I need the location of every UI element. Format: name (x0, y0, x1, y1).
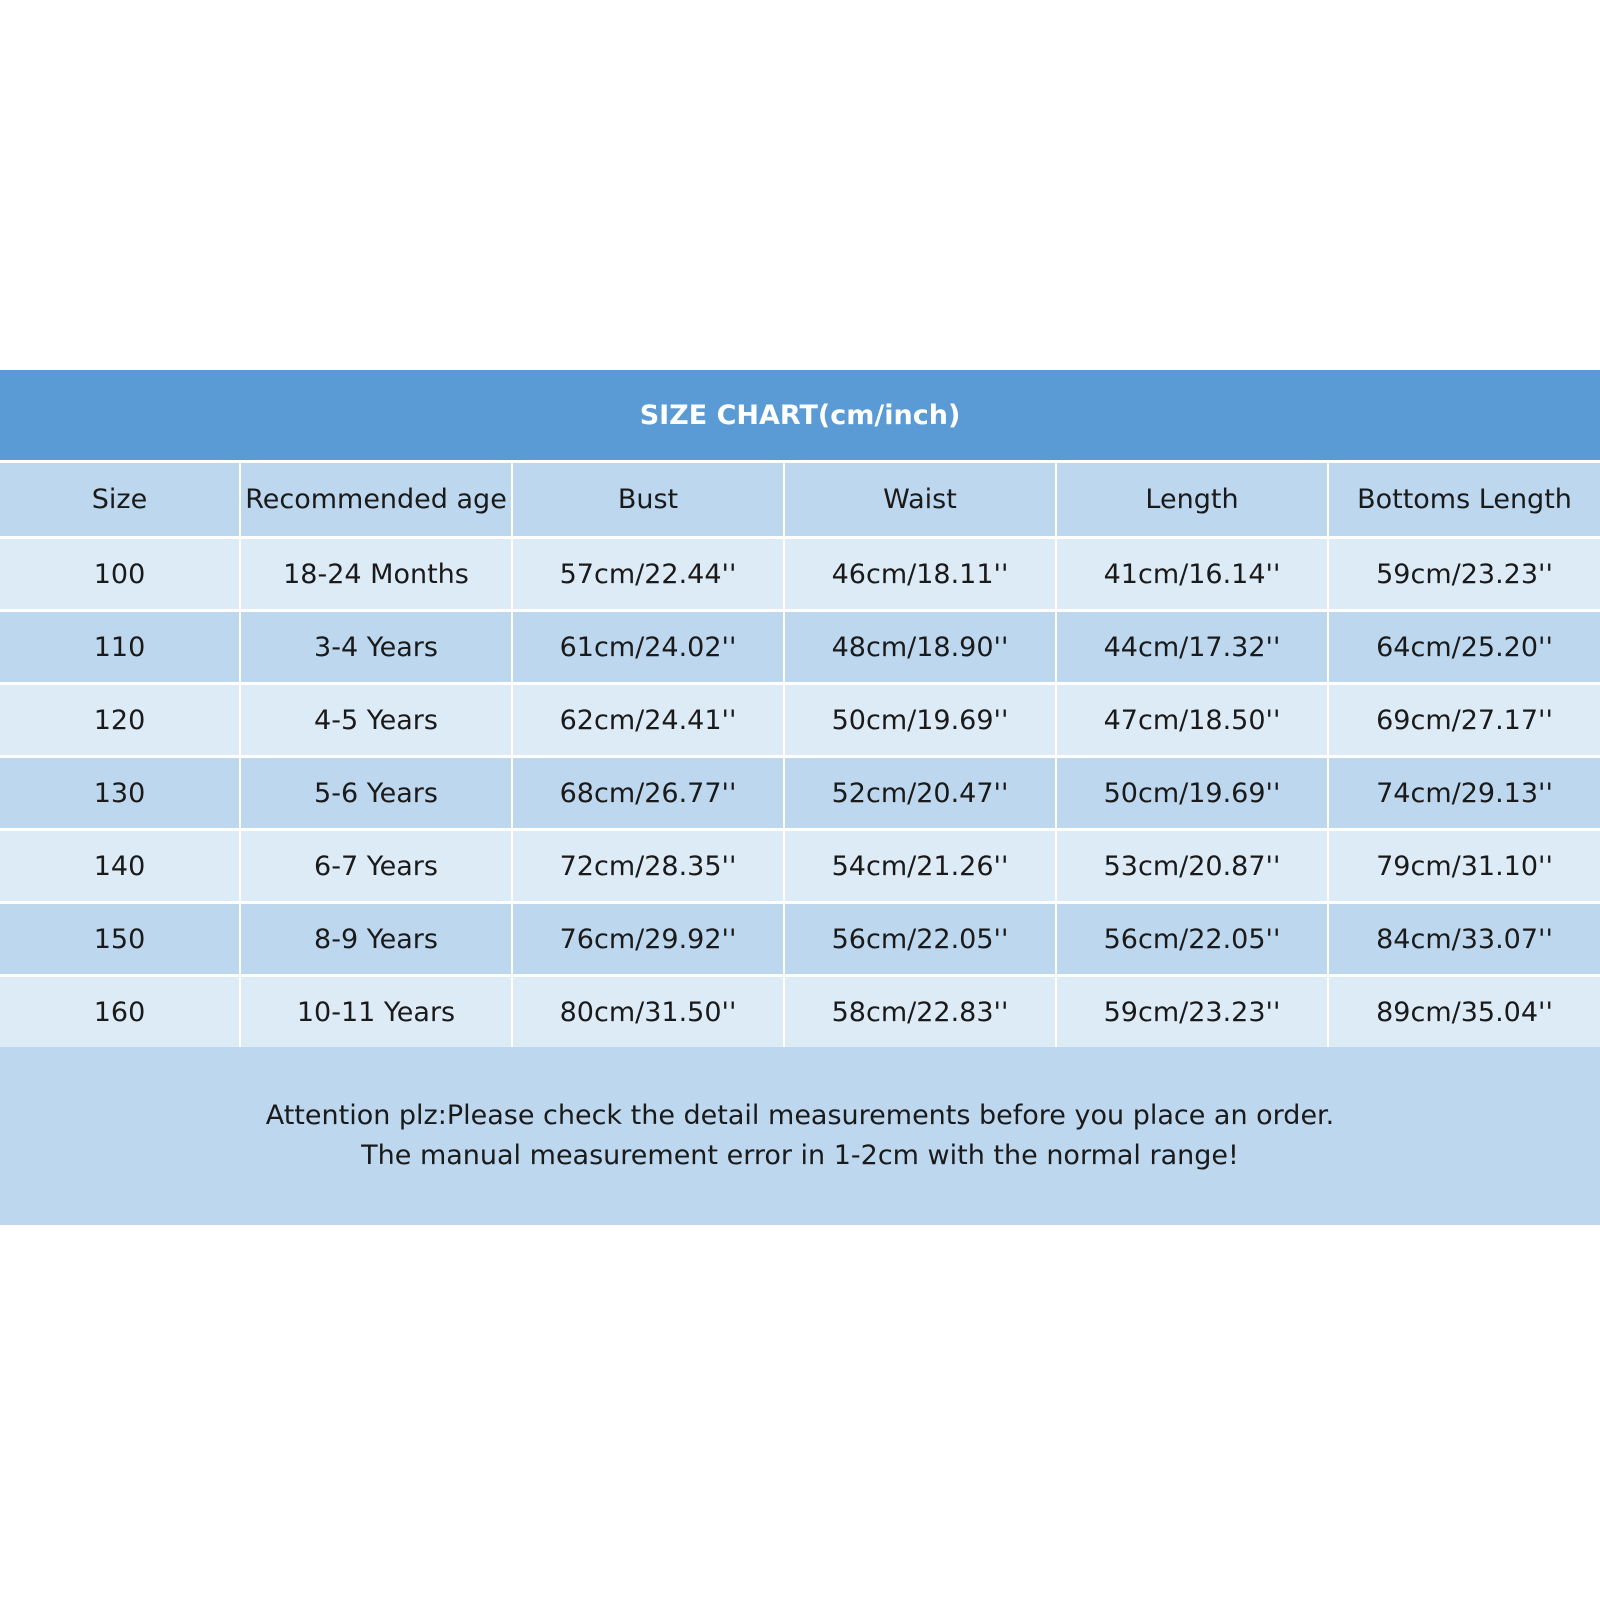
cell-bottoms-length: 69cm/27.17'' (1328, 684, 1600, 757)
cell-length: 47cm/18.50'' (1056, 684, 1328, 757)
table-row (0, 757, 1600, 830)
cell-bottoms-length: 84cm/33.07'' (1328, 903, 1600, 976)
cell-waist: 54cm/21.26'' (784, 830, 1056, 903)
cell-recommended-age: 5-6 Years (240, 757, 512, 830)
table-row (0, 903, 1600, 976)
table-row (0, 611, 1600, 684)
note-line-2: The manual measurement error in 1-2cm with the normal range! (361, 1140, 1239, 1171)
cell-waist: 56cm/22.05'' (784, 903, 1056, 976)
cell-waist: 46cm/18.11'' (784, 538, 1056, 611)
attention-note (0, 1047, 1600, 1225)
cell-waist: 50cm/19.69'' (784, 684, 1056, 757)
cell-bust: 76cm/29.92'' (512, 903, 784, 976)
cell-size: 160 (0, 976, 240, 1048)
cell-length: 44cm/17.32'' (1056, 611, 1328, 684)
column-header-bottoms-length: Bottoms Length (1328, 463, 1600, 538)
cell-size: 100 (0, 538, 240, 611)
cell-size: 140 (0, 830, 240, 903)
table-row (0, 830, 1600, 903)
cell-bottoms-length: 79cm/31.10'' (1328, 830, 1600, 903)
table-row (0, 684, 1600, 757)
cell-waist: 48cm/18.90'' (784, 611, 1056, 684)
cell-length: 41cm/16.14'' (1056, 538, 1328, 611)
cell-recommended-age: 3-4 Years (240, 611, 512, 684)
cell-size: 120 (0, 684, 240, 757)
note-line-1: Attention plz:Please check the detail measurements before you place an order. (265, 1100, 1335, 1131)
cell-recommended-age: 6-7 Years (240, 830, 512, 903)
cell-bottoms-length: 74cm/29.13'' (1328, 757, 1600, 830)
cell-length: 59cm/23.23'' (1056, 976, 1328, 1048)
cell-size: 110 (0, 611, 240, 684)
cell-bottoms-length: 59cm/23.23'' (1328, 538, 1600, 611)
size-table (0, 463, 1600, 1047)
header-row (0, 463, 1600, 538)
cell-recommended-age: 10-11 Years (240, 976, 512, 1048)
cell-size: 150 (0, 903, 240, 976)
cell-length: 50cm/19.69'' (1056, 757, 1328, 830)
cell-size: 130 (0, 757, 240, 830)
column-header-recommended-age: Recommended age (240, 463, 512, 538)
cell-length: 56cm/22.05'' (1056, 903, 1328, 976)
table-row (0, 976, 1600, 1048)
column-header-length: Length (1056, 463, 1328, 538)
table-row (0, 538, 1600, 611)
cell-bust: 61cm/24.02'' (512, 611, 784, 684)
cell-recommended-age: 8-9 Years (240, 903, 512, 976)
cell-length: 53cm/20.87'' (1056, 830, 1328, 903)
cell-bust: 57cm/22.44'' (512, 538, 784, 611)
cell-waist: 58cm/22.83'' (784, 976, 1056, 1048)
cell-waist: 52cm/20.47'' (784, 757, 1056, 830)
table-body (0, 538, 1600, 1048)
cell-bust: 80cm/31.50'' (512, 976, 784, 1048)
column-header-bust: Bust (512, 463, 784, 538)
cell-recommended-age: 4-5 Years (240, 684, 512, 757)
cell-bottoms-length: 89cm/35.04'' (1328, 976, 1600, 1048)
column-header-size: Size (0, 463, 240, 538)
size-chart (0, 370, 1600, 1225)
column-header-waist: Waist (784, 463, 1056, 538)
cell-bottoms-length: 64cm/25.20'' (1328, 611, 1600, 684)
chart-title: SIZE CHART(cm/inch) (0, 370, 1600, 460)
cell-recommended-age: 18-24 Months (240, 538, 512, 611)
cell-bust: 72cm/28.35'' (512, 830, 784, 903)
cell-bust: 68cm/26.77'' (512, 757, 784, 830)
cell-bust: 62cm/24.41'' (512, 684, 784, 757)
